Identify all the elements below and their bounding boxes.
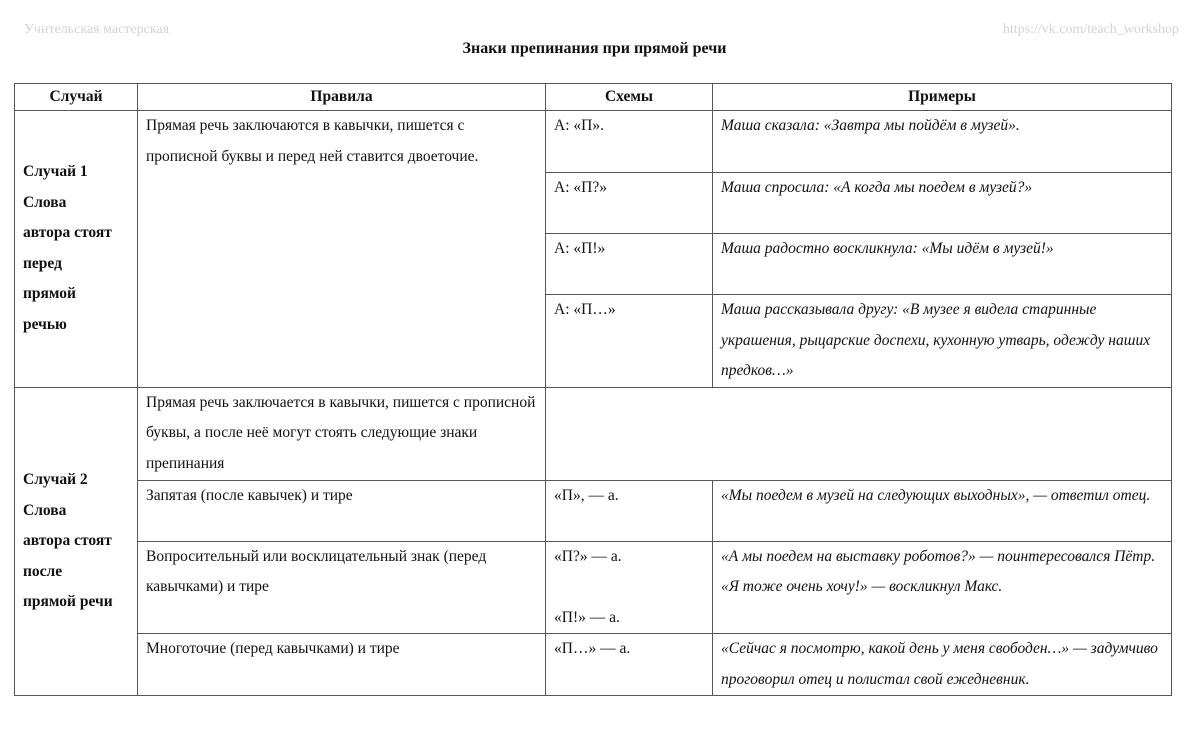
case2-rule-3: Многоточие (перед кавычками) и тире [138,634,546,696]
case2-scheme-1: «П», — а. [546,480,713,541]
table-row [15,634,1172,696]
case2-rule-2: Вопросительный или восклицательный знак (перед кавычками) и тире [138,541,546,634]
header-examples: Примеры [713,84,1172,111]
case2-scheme-2b: «П!» — а. [554,608,620,626]
case2-example-3: «Сейчас я посмотрю, какой день у меня свободен…» — задумчиво проговорил отец и полистал свой ежедневник. [713,634,1172,696]
case2-example-2b: «Я тоже очень хочу!» — воскликнул Макс. [721,578,1003,595]
header-schemes: Схемы [546,84,713,111]
table-row [15,111,1172,173]
case2-scheme-2 [546,541,713,634]
case1-rule: Прямая речь заключаются в кавычки, пишется с прописной буквы и перед ней ставится двоеточие. [138,111,546,388]
case1-scheme-3: А: «П!» [546,234,713,295]
page-title: Знаки препинания при прямой речи [462,40,727,57]
case1-example-1: Маша сказала: «Завтра мы пойдём в музей». [713,111,1172,173]
table-row [15,541,1172,634]
watermark-left: Учительская мастерская [24,22,170,37]
table-row [15,480,1172,541]
case1-scheme-4: А: «П…» [546,295,713,388]
case2-scheme-3: «П…» — а. [546,634,713,696]
case2-label: Случай 2 Слова автора стоят после прямой речи [15,387,138,696]
table-row [15,387,1172,480]
case2-example-1: «Мы поедем в музей на следующих выходных», — ответил отец. [713,480,1172,541]
case2-scheme-2a: «П?» — а. [554,547,622,565]
case1-example-4: Маша рассказывала другу: «В музее я видела старинные украшения, рыцарские доспехи, кухонную утварь, одежду наших предков…» [713,295,1172,388]
scheme-spacer [554,572,704,603]
table-header-row [15,84,1172,111]
case2-example-2 [713,541,1172,634]
case2-example-2a: «А мы поедем на выставку роботов?» — поинтересовался Пётр. [721,547,1156,565]
case1-example-3: Маша радостно воскликнула: «Мы идём в музей!» [713,234,1172,295]
case2-intro: Прямая речь заключается в кавычки, пишется с прописной буквы, а после неё могут стоять следующие знаки препинания [138,387,546,480]
case1-scheme-1: А: «П». [546,111,713,173]
watermark-right: https://vk.com/teach_workshop [1002,22,1179,37]
case1-scheme-2: А: «П?» [546,173,713,234]
case2-intro-empty [546,387,1172,480]
case1-example-2: Маша спросила: «А когда мы поедем в музей?» [713,173,1172,234]
case2-rule-1: Запятая (после кавычек) и тире [138,480,546,541]
punctuation-table [14,83,1172,696]
header-case: Случай [15,84,138,111]
case1-label: Случай 1 Слова автора стоят перед прямой речью [15,111,138,388]
header-rules: Правила [138,84,546,111]
